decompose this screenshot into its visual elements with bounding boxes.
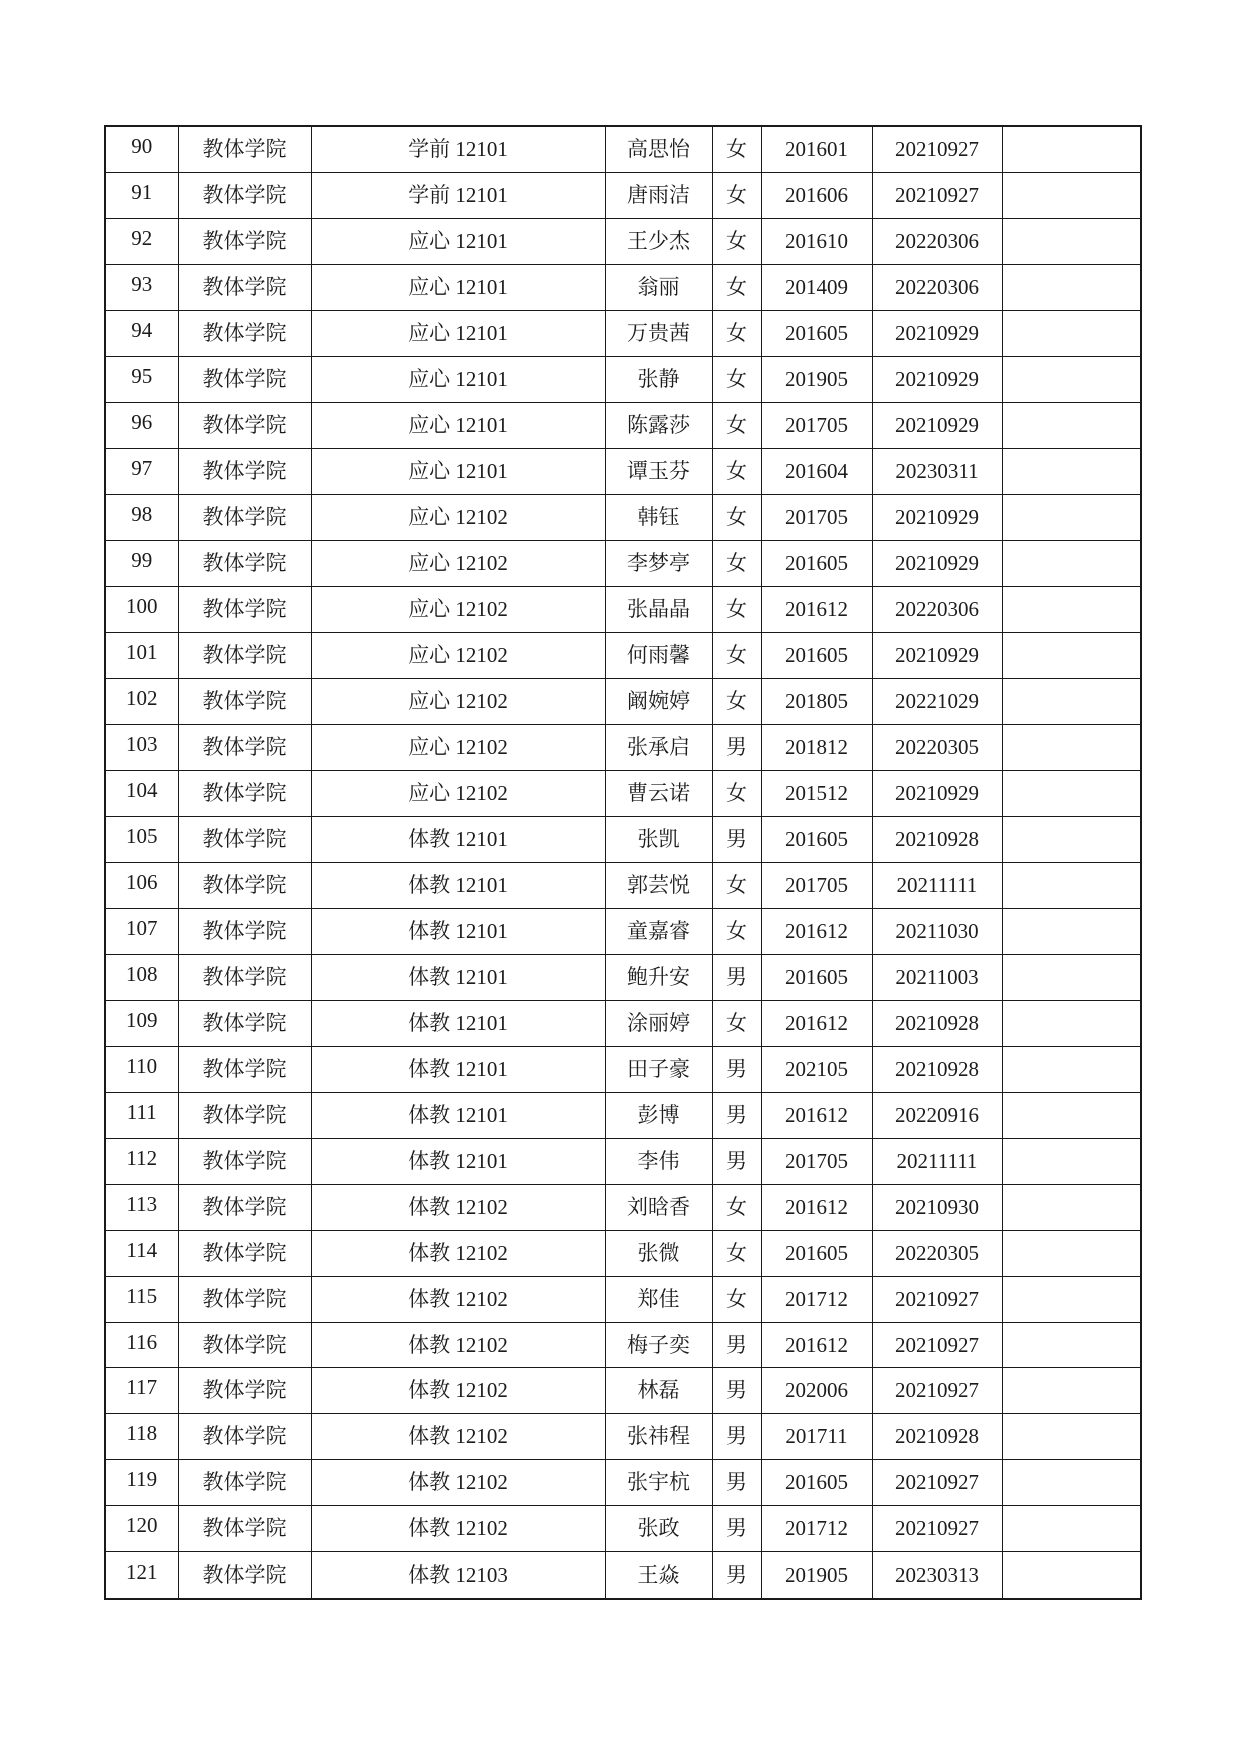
class-cell: 应心 12101 [311,449,605,495]
college-cell: 教体学院 [178,632,311,678]
college-cell: 教体学院 [178,1322,311,1368]
student-number-cell: 201712 [761,1276,872,1322]
college-cell: 教体学院 [178,357,311,403]
date-cell: 20210929 [872,403,1002,449]
date-cell: 20211111 [872,862,1002,908]
student-row [105,908,1141,954]
student-name-cell: 唐雨洁 [605,173,712,219]
student-row [105,311,1141,357]
row-number-cell: 103 [105,724,178,770]
class-cell: 应心 12102 [311,678,605,724]
row-number-cell: 114 [105,1230,178,1276]
student-number-cell: 201605 [761,816,872,862]
student-name-cell: 郑佳 [605,1276,712,1322]
remark-cell [1002,449,1141,495]
student-number-cell: 201604 [761,449,872,495]
student-name-cell: 林磊 [605,1368,712,1414]
class-cell: 体教 12101 [311,908,605,954]
student-number-cell: 201606 [761,173,872,219]
student-number-cell: 201612 [761,1000,872,1046]
student-number-cell: 201612 [761,908,872,954]
class-cell: 体教 12101 [311,954,605,1000]
date-cell: 20230311 [872,449,1002,495]
gender-cell: 男 [712,816,761,862]
row-number-cell: 112 [105,1138,178,1184]
remark-cell [1002,1414,1141,1460]
date-cell: 20210927 [872,1322,1002,1368]
student-row [105,954,1141,1000]
college-cell: 教体学院 [178,495,311,541]
gender-cell: 女 [712,495,761,541]
gender-cell: 女 [712,1184,761,1230]
row-number-cell: 90 [105,126,178,173]
roster-body [105,126,1141,1599]
date-cell: 20211111 [872,1138,1002,1184]
date-cell: 20210927 [872,1460,1002,1506]
row-number-cell: 95 [105,357,178,403]
student-row [105,1460,1141,1506]
row-number-cell: 108 [105,954,178,1000]
remark-cell [1002,770,1141,816]
gender-cell: 男 [712,1368,761,1414]
student-number-cell: 201512 [761,770,872,816]
row-number-cell: 106 [105,862,178,908]
class-cell: 体教 12102 [311,1414,605,1460]
remark-cell [1002,219,1141,265]
student-name-cell: 李梦亭 [605,541,712,587]
college-cell: 教体学院 [178,403,311,449]
class-cell: 应心 12102 [311,587,605,633]
college-cell: 教体学院 [178,1046,311,1092]
row-number-cell: 109 [105,1000,178,1046]
row-number-cell: 94 [105,311,178,357]
gender-cell: 女 [712,632,761,678]
row-number-cell: 96 [105,403,178,449]
student-name-cell: 郭芸悦 [605,862,712,908]
college-cell: 教体学院 [178,770,311,816]
student-number-cell: 201601 [761,126,872,173]
student-name-cell: 童嘉睿 [605,908,712,954]
student-row [105,219,1141,265]
remark-cell [1002,173,1141,219]
student-name-cell: 张承启 [605,724,712,770]
gender-cell: 男 [712,1460,761,1506]
student-number-cell: 201605 [761,1230,872,1276]
class-cell: 体教 12102 [311,1276,605,1322]
student-row [105,1414,1141,1460]
college-cell: 教体学院 [178,1230,311,1276]
remark-cell [1002,1000,1141,1046]
student-row [105,1092,1141,1138]
row-number-cell: 121 [105,1552,178,1599]
student-number-cell: 201705 [761,1138,872,1184]
date-cell: 20220306 [872,265,1002,311]
date-cell: 20210927 [872,173,1002,219]
college-cell: 教体学院 [178,1092,311,1138]
remark-cell [1002,403,1141,449]
row-number-cell: 104 [105,770,178,816]
student-number-cell: 201612 [761,1092,872,1138]
remark-cell [1002,587,1141,633]
student-number-cell: 201905 [761,357,872,403]
date-cell: 20210927 [872,1368,1002,1414]
student-name-cell: 高思怡 [605,126,712,173]
student-row [105,724,1141,770]
student-name-cell: 张晶晶 [605,587,712,633]
college-cell: 教体学院 [178,954,311,1000]
student-name-cell: 张政 [605,1506,712,1552]
remark-cell [1002,1276,1141,1322]
date-cell: 20221029 [872,678,1002,724]
gender-cell: 女 [712,1000,761,1046]
class-cell: 应心 12102 [311,724,605,770]
date-cell: 20210928 [872,816,1002,862]
student-number-cell: 202105 [761,1046,872,1092]
student-row [105,1552,1141,1599]
student-row [105,1276,1141,1322]
student-row [105,357,1141,403]
student-name-cell: 王焱 [605,1552,712,1599]
class-cell: 应心 12102 [311,632,605,678]
remark-cell [1002,1046,1141,1092]
college-cell: 教体学院 [178,1506,311,1552]
class-cell: 应心 12102 [311,495,605,541]
class-cell: 体教 12102 [311,1368,605,1414]
student-number-cell: 201605 [761,1460,872,1506]
remark-cell [1002,1460,1141,1506]
row-number-cell: 92 [105,219,178,265]
college-cell: 教体学院 [178,1368,311,1414]
student-row [105,587,1141,633]
class-cell: 体教 12102 [311,1460,605,1506]
gender-cell: 女 [712,862,761,908]
date-cell: 20220306 [872,219,1002,265]
class-cell: 应心 12101 [311,403,605,449]
student-row [105,265,1141,311]
class-cell: 学前 12101 [311,173,605,219]
class-cell: 体教 12101 [311,1138,605,1184]
student-number-cell: 202006 [761,1368,872,1414]
row-number-cell: 113 [105,1184,178,1230]
row-number-cell: 102 [105,678,178,724]
gender-cell: 女 [712,173,761,219]
class-cell: 体教 12102 [311,1230,605,1276]
gender-cell: 男 [712,1046,761,1092]
date-cell: 20220305 [872,1230,1002,1276]
gender-cell: 女 [712,1230,761,1276]
student-name-cell: 彭博 [605,1092,712,1138]
student-number-cell: 201612 [761,1184,872,1230]
student-row [105,495,1141,541]
date-cell: 20210929 [872,541,1002,587]
remark-cell [1002,954,1141,1000]
student-name-cell: 王少杰 [605,219,712,265]
college-cell: 教体学院 [178,1000,311,1046]
class-cell: 体教 12101 [311,862,605,908]
remark-cell [1002,816,1141,862]
gender-cell: 男 [712,954,761,1000]
class-cell: 应心 12101 [311,311,605,357]
row-number-cell: 107 [105,908,178,954]
date-cell: 20210929 [872,632,1002,678]
date-cell: 20220916 [872,1092,1002,1138]
gender-cell: 女 [712,770,761,816]
student-name-cell: 张宇杭 [605,1460,712,1506]
class-cell: 体教 12101 [311,816,605,862]
college-cell: 教体学院 [178,1184,311,1230]
gender-cell: 女 [712,403,761,449]
gender-cell: 女 [712,265,761,311]
student-row [105,1000,1141,1046]
student-name-cell: 谭玉芬 [605,449,712,495]
class-cell: 体教 12102 [311,1184,605,1230]
row-number-cell: 111 [105,1092,178,1138]
row-number-cell: 91 [105,173,178,219]
class-cell: 应心 12101 [311,357,605,403]
college-cell: 教体学院 [178,862,311,908]
gender-cell: 女 [712,357,761,403]
college-cell: 教体学院 [178,1460,311,1506]
remark-cell [1002,908,1141,954]
college-cell: 教体学院 [178,678,311,724]
college-cell: 教体学院 [178,816,311,862]
student-row [105,816,1141,862]
remark-cell [1002,1322,1141,1368]
date-cell: 20210929 [872,311,1002,357]
date-cell: 20210928 [872,1414,1002,1460]
gender-cell: 男 [712,1506,761,1552]
gender-cell: 男 [712,724,761,770]
college-cell: 教体学院 [178,1552,311,1599]
row-number-cell: 115 [105,1276,178,1322]
remark-cell [1002,678,1141,724]
student-row [105,541,1141,587]
date-cell: 20230313 [872,1552,1002,1599]
student-name-cell: 田子豪 [605,1046,712,1092]
remark-cell [1002,1368,1141,1414]
student-number-cell: 201605 [761,541,872,587]
student-name-cell: 刘晗香 [605,1184,712,1230]
remark-cell [1002,1138,1141,1184]
student-name-cell: 涂丽婷 [605,1000,712,1046]
student-number-cell: 201805 [761,678,872,724]
remark-cell [1002,1230,1141,1276]
student-number-cell: 201409 [761,265,872,311]
student-number-cell: 201612 [761,587,872,633]
remark-cell [1002,1552,1141,1599]
student-number-cell: 201612 [761,1322,872,1368]
class-cell: 体教 12101 [311,1092,605,1138]
student-number-cell: 201610 [761,219,872,265]
student-row [105,1506,1141,1552]
college-cell: 教体学院 [178,587,311,633]
student-name-cell: 韩钰 [605,495,712,541]
student-name-cell: 翁丽 [605,265,712,311]
student-row [105,1184,1141,1230]
student-row [105,1046,1141,1092]
date-cell: 20210927 [872,1276,1002,1322]
class-cell: 体教 12102 [311,1322,605,1368]
student-number-cell: 201605 [761,954,872,1000]
date-cell: 20210929 [872,770,1002,816]
college-cell: 教体学院 [178,265,311,311]
college-cell: 教体学院 [178,1414,311,1460]
student-row [105,1368,1141,1414]
remark-cell [1002,1506,1141,1552]
row-number-cell: 100 [105,587,178,633]
class-cell: 应心 12102 [311,541,605,587]
college-cell: 教体学院 [178,449,311,495]
student-number-cell: 201705 [761,862,872,908]
class-cell: 体教 12103 [311,1552,605,1599]
student-number-cell: 201605 [761,311,872,357]
gender-cell: 男 [712,1414,761,1460]
class-cell: 应心 12102 [311,770,605,816]
student-name-cell: 张静 [605,357,712,403]
student-number-cell: 201712 [761,1506,872,1552]
date-cell: 20210927 [872,126,1002,173]
college-cell: 教体学院 [178,1138,311,1184]
gender-cell: 男 [712,1552,761,1599]
gender-cell: 男 [712,1092,761,1138]
student-row [105,126,1141,173]
row-number-cell: 110 [105,1046,178,1092]
gender-cell: 女 [712,449,761,495]
row-number-cell: 120 [105,1506,178,1552]
row-number-cell: 117 [105,1368,178,1414]
student-number-cell: 201711 [761,1414,872,1460]
student-name-cell: 陈露莎 [605,403,712,449]
row-number-cell: 119 [105,1460,178,1506]
date-cell: 20210929 [872,357,1002,403]
gender-cell: 女 [712,678,761,724]
row-number-cell: 99 [105,541,178,587]
row-number-cell: 101 [105,632,178,678]
gender-cell: 女 [712,908,761,954]
student-row [105,1230,1141,1276]
gender-cell: 女 [712,1276,761,1322]
college-cell: 教体学院 [178,908,311,954]
student-roster-table [104,125,1142,1600]
student-row [105,862,1141,908]
student-row [105,1138,1141,1184]
student-row [105,1322,1141,1368]
student-number-cell: 201705 [761,495,872,541]
class-cell: 体教 12101 [311,1046,605,1092]
row-number-cell: 98 [105,495,178,541]
remark-cell [1002,1184,1141,1230]
college-cell: 教体学院 [178,541,311,587]
remark-cell [1002,541,1141,587]
date-cell: 20210930 [872,1184,1002,1230]
class-cell: 学前 12101 [311,126,605,173]
student-row [105,770,1141,816]
student-name-cell: 何雨馨 [605,632,712,678]
college-cell: 教体学院 [178,311,311,357]
gender-cell: 男 [712,1322,761,1368]
gender-cell: 女 [712,126,761,173]
remark-cell [1002,724,1141,770]
date-cell: 20211003 [872,954,1002,1000]
student-name-cell: 鲍升安 [605,954,712,1000]
class-cell: 体教 12102 [311,1506,605,1552]
date-cell: 20210928 [872,1046,1002,1092]
student-name-cell: 阚婉婷 [605,678,712,724]
class-cell: 应心 12101 [311,219,605,265]
date-cell: 20210929 [872,495,1002,541]
student-name-cell: 梅子奕 [605,1322,712,1368]
remark-cell [1002,632,1141,678]
student-row [105,173,1141,219]
student-name-cell: 曹云诺 [605,770,712,816]
class-cell: 应心 12101 [311,265,605,311]
student-row [105,403,1141,449]
date-cell: 20210927 [872,1506,1002,1552]
student-row [105,678,1141,724]
gender-cell: 女 [712,587,761,633]
student-number-cell: 201605 [761,632,872,678]
college-cell: 教体学院 [178,173,311,219]
remark-cell [1002,126,1141,173]
gender-cell: 女 [712,311,761,357]
college-cell: 教体学院 [178,724,311,770]
date-cell: 20220305 [872,724,1002,770]
student-name-cell: 万贵茜 [605,311,712,357]
remark-cell [1002,265,1141,311]
student-number-cell: 201705 [761,403,872,449]
date-cell: 20210928 [872,1000,1002,1046]
remark-cell [1002,862,1141,908]
student-name-cell: 张凯 [605,816,712,862]
student-number-cell: 201812 [761,724,872,770]
student-name-cell: 张祎程 [605,1414,712,1460]
student-row [105,449,1141,495]
remark-cell [1002,311,1141,357]
student-name-cell: 张微 [605,1230,712,1276]
row-number-cell: 93 [105,265,178,311]
gender-cell: 女 [712,219,761,265]
college-cell: 教体学院 [178,126,311,173]
row-number-cell: 105 [105,816,178,862]
remark-cell [1002,1092,1141,1138]
class-cell: 体教 12101 [311,1000,605,1046]
student-name-cell: 李伟 [605,1138,712,1184]
college-cell: 教体学院 [178,1276,311,1322]
row-number-cell: 118 [105,1414,178,1460]
remark-cell [1002,495,1141,541]
date-cell: 20220306 [872,587,1002,633]
row-number-cell: 116 [105,1322,178,1368]
student-number-cell: 201905 [761,1552,872,1599]
college-cell: 教体学院 [178,219,311,265]
date-cell: 20211030 [872,908,1002,954]
gender-cell: 女 [712,541,761,587]
row-number-cell: 97 [105,449,178,495]
remark-cell [1002,357,1141,403]
student-row [105,632,1141,678]
gender-cell: 男 [712,1138,761,1184]
